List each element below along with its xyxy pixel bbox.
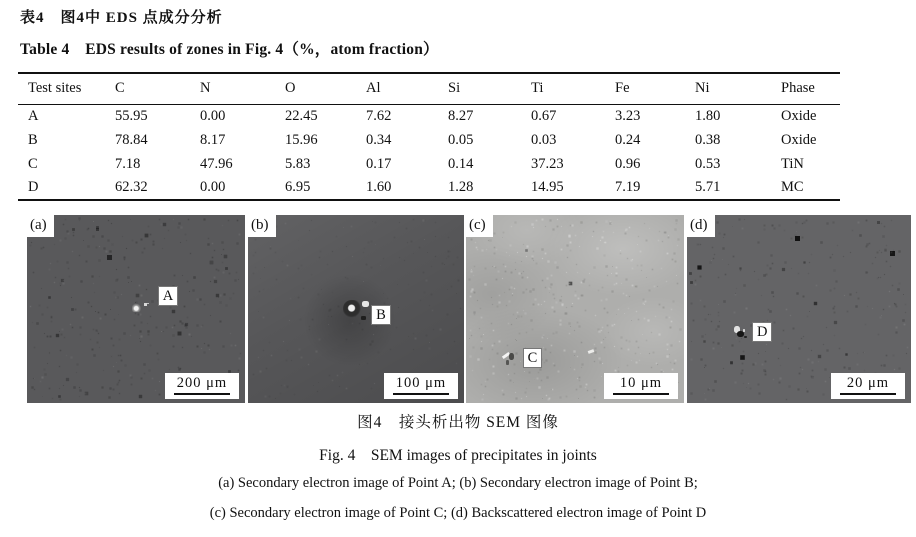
scale-bar-text: 100 μm xyxy=(395,375,447,391)
scale-bar-line xyxy=(613,393,669,395)
panel-tag-label: (c) xyxy=(466,215,493,237)
value-cell: 1.80 xyxy=(695,107,721,124)
value-cell: 3.23 xyxy=(615,107,641,124)
value-cell: 7.18 xyxy=(115,155,141,172)
test-site-cell: C xyxy=(28,155,38,172)
column-header: O xyxy=(285,80,296,97)
value-cell: 6.95 xyxy=(285,179,311,195)
value-cell: MC xyxy=(781,179,804,195)
column-header: N xyxy=(200,80,211,97)
scale-bar xyxy=(165,373,239,399)
value-cell: 62.32 xyxy=(115,179,148,195)
bright-speck xyxy=(588,349,595,354)
test-site-cell: B xyxy=(28,131,38,148)
value-cell: 5.83 xyxy=(285,155,311,172)
value-cell: 8.27 xyxy=(448,107,474,124)
table-header xyxy=(18,73,840,104)
point-label-box: A xyxy=(158,286,178,306)
value-cell: 0.53 xyxy=(695,155,721,172)
eds-results-table xyxy=(18,72,840,201)
scale-bar xyxy=(384,373,458,399)
value-cell: 0.38 xyxy=(695,131,721,148)
scale-bar-line xyxy=(840,393,896,395)
column-header: Ti xyxy=(531,80,544,97)
scale-bar-text: 10 μm xyxy=(619,375,663,391)
scale-bar-line xyxy=(174,393,230,395)
table-row xyxy=(18,128,840,152)
table-title-english: Table 4 EDS results of zones in Fig. 4（%，atom fraction） xyxy=(20,41,439,58)
test-site-cell: A xyxy=(28,107,39,124)
value-cell: 0.14 xyxy=(448,155,474,172)
figure-caption-english: Fig. 4 SEM images of precipitates in joints xyxy=(319,447,597,464)
scale-bar-line xyxy=(393,393,449,395)
value-cell: 7.19 xyxy=(615,179,641,195)
scale-bar-text: 200 μm xyxy=(176,375,228,391)
value-cell: 0.00 xyxy=(200,179,226,195)
panel-tag-label: (a) xyxy=(27,215,54,237)
column-header: C xyxy=(115,80,125,97)
value-cell: 22.45 xyxy=(285,107,318,124)
value-cell: 78.84 xyxy=(115,131,148,148)
sem-image-panel-d xyxy=(687,215,911,403)
eds-results-table-wrap xyxy=(18,72,840,201)
value-cell: 7.62 xyxy=(366,107,392,124)
value-cell: 0.03 xyxy=(531,131,557,148)
value-cell: 5.71 xyxy=(695,179,721,195)
precipitate-particle-a xyxy=(132,303,144,312)
column-header: Ni xyxy=(695,80,710,97)
figure-subcaption-line1: (a) Secondary electron image of Point A; (b) Secondary electron image of Point B; xyxy=(218,475,698,491)
figure-subcaption-line2: (c) Secondary electron image of Point C; (d) Backscattered electron image of Point D xyxy=(209,505,707,521)
table-title-chinese: 表4 图4中 EDS 点成分分析 xyxy=(20,10,223,26)
scale-bar-text: 20 μm xyxy=(846,375,890,391)
value-cell: 15.96 xyxy=(285,131,318,148)
sem-image-panel-b xyxy=(248,215,464,403)
value-cell: 1.28 xyxy=(448,179,474,195)
value-cell: 37.23 xyxy=(531,155,564,172)
value-cell: 47.96 xyxy=(200,155,233,172)
value-cell: 0.05 xyxy=(448,131,474,148)
value-cell: Oxide xyxy=(781,107,817,124)
column-header: Fe xyxy=(615,80,630,97)
column-header: Phase xyxy=(781,80,815,97)
point-label-box: C xyxy=(523,348,543,368)
column-header: Test sites xyxy=(28,80,82,97)
scale-bar xyxy=(831,373,905,399)
panel-tag-label: (b) xyxy=(248,215,276,237)
precipitate-particle-c xyxy=(501,350,519,363)
precipitate-particle-d xyxy=(734,326,751,337)
value-cell: TiN xyxy=(781,155,804,172)
value-cell: 0.17 xyxy=(366,155,392,172)
scale-bar xyxy=(604,373,678,399)
table-row xyxy=(18,104,840,128)
value-cell: 0.67 xyxy=(531,107,557,124)
value-cell: 8.17 xyxy=(200,131,226,148)
value-cell: 0.34 xyxy=(366,131,392,148)
point-label-box: B xyxy=(371,305,391,325)
value-cell: 0.00 xyxy=(200,107,226,124)
value-cell: 55.95 xyxy=(115,107,148,124)
column-header: Al xyxy=(366,80,381,97)
table-row xyxy=(18,176,840,200)
table-row xyxy=(18,152,840,176)
value-cell: 1.60 xyxy=(366,179,392,195)
precipitate-particle-b xyxy=(343,300,362,318)
figure-caption-chinese: 图4 接头析出物 SEM 图像 xyxy=(357,414,559,431)
value-cell: 0.24 xyxy=(615,131,641,148)
sem-image-panel-c xyxy=(466,215,684,403)
value-cell: 14.95 xyxy=(531,179,564,195)
value-cell: 0.96 xyxy=(615,155,641,172)
column-header: Si xyxy=(448,80,461,97)
panel-tag-label: (d) xyxy=(687,215,715,237)
sem-figure-panels xyxy=(0,215,916,403)
point-label-box: D xyxy=(752,322,772,342)
table-body xyxy=(18,104,840,200)
test-site-cell: D xyxy=(28,179,39,195)
value-cell: Oxide xyxy=(781,131,817,148)
sem-image-panel-a xyxy=(27,215,245,403)
